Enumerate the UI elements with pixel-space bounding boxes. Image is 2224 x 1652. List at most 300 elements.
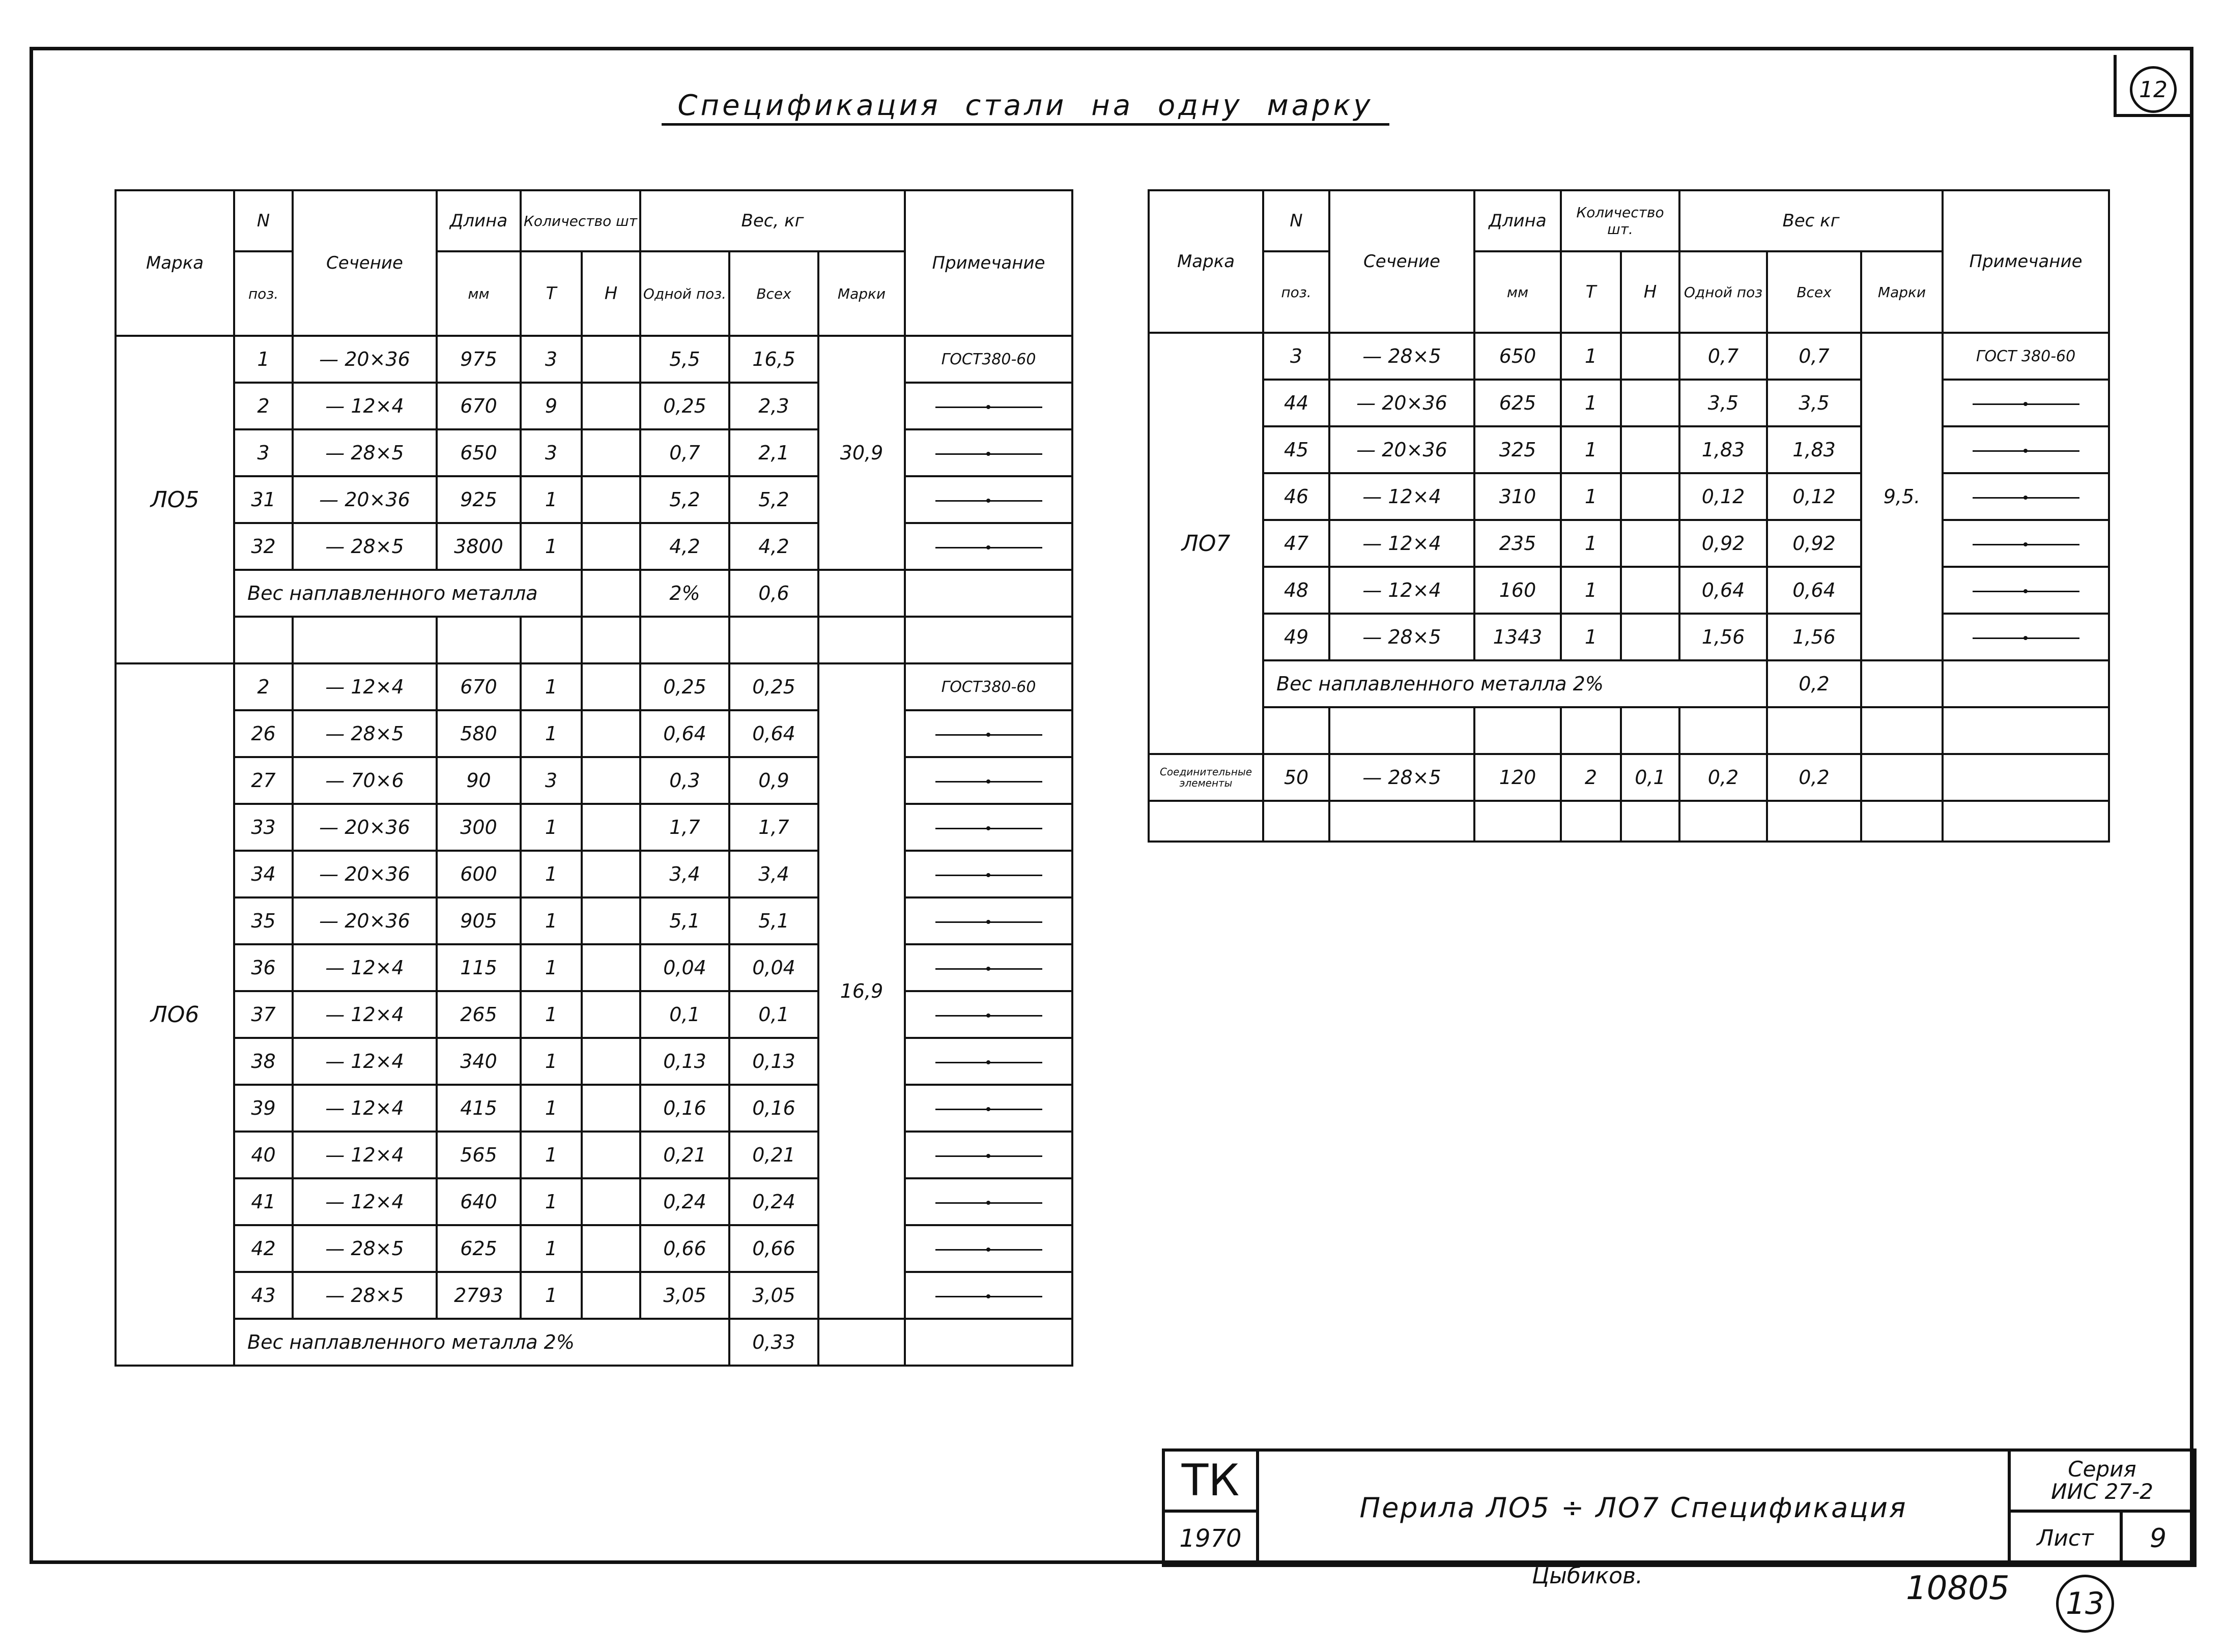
cell-weight-all: 4,2 (729, 523, 818, 570)
empty-cell (1149, 801, 1263, 842)
cell-length: 325 (1474, 426, 1561, 473)
series-value: ИИС 27-2 (2051, 1479, 2153, 1504)
title-block-series (2009, 1450, 2195, 1511)
cell-qty-h (582, 851, 640, 897)
signature-line (1695, 1564, 1929, 1567)
cell-weight-one: 5,1 (640, 897, 729, 944)
table-row (1149, 380, 2109, 426)
weld-empty (818, 570, 905, 617)
weld-row (116, 1319, 1072, 1366)
cell-pos: 40 (234, 1132, 293, 1178)
cell-section: — 28×5 (293, 710, 437, 757)
cell-qty-h (582, 944, 640, 991)
cell-length: 580 (437, 710, 521, 757)
table-row (1149, 426, 2109, 473)
cell-note-ditto (905, 710, 1072, 757)
ditto-mark (1973, 591, 2079, 592)
cell-pos: 33 (234, 804, 293, 851)
cell-length: 235 (1474, 520, 1561, 567)
cell-weight-one: 0,04 (640, 944, 729, 991)
cell-length: 905 (437, 897, 521, 944)
table-row (116, 897, 1072, 944)
cell-weight-all: 0,2 (1767, 754, 1861, 801)
title-block (1162, 1448, 2197, 1567)
cell-section: — 28×5 (1329, 754, 1474, 801)
cell-section: — 28×5 (293, 429, 437, 476)
cell-note-ditto (905, 429, 1072, 476)
cell-note: ГОСТ380-60 (905, 336, 1072, 383)
cell-section: — 12×4 (293, 663, 437, 710)
cell-length: 670 (437, 663, 521, 710)
weld-label: Вес наплавленного металла (234, 570, 582, 617)
cell-qty-t: 1 (521, 523, 582, 570)
cell-qty-h (582, 1272, 640, 1319)
ditto-mark (935, 547, 1042, 548)
cell-note-ditto (1943, 614, 2109, 660)
empty-cell (1621, 707, 1679, 754)
ditto-mark (1973, 403, 2079, 405)
header-one: Одной поз. (640, 251, 729, 336)
cell-note-ditto (905, 991, 1072, 1038)
cell-weight-all: 0,92 (1767, 520, 1861, 567)
header-note: Примечание (905, 190, 1072, 336)
cell-pos: 45 (1263, 426, 1329, 473)
cell-qty-t: 3 (521, 336, 582, 383)
cell-qty-t: 1 (1561, 520, 1621, 567)
cell-note-ditto (905, 897, 1072, 944)
cell-weight-one: 5,2 (640, 476, 729, 523)
cell-qty-h (582, 1085, 640, 1132)
header-h: Н (1621, 251, 1679, 333)
cell-weight-one: 1,56 (1679, 614, 1767, 660)
title-block-org: ТК (1163, 1450, 1258, 1511)
table-row (116, 710, 1072, 757)
cell-qty-t: 1 (521, 663, 582, 710)
cell-length: 1343 (1474, 614, 1561, 660)
cell-length: 2793 (437, 1272, 521, 1319)
cell-note-ditto (905, 1178, 1072, 1225)
empty-cell (1679, 801, 1767, 842)
cell-note-ditto (905, 476, 1072, 523)
cell-weight-one: 3,05 (640, 1272, 729, 1319)
weld-label: Вес наплавленного металла 2% (234, 1319, 729, 1366)
cell-pos: 3 (234, 429, 293, 476)
header-h: Н (582, 251, 640, 336)
header-section: Сечение (293, 190, 437, 336)
cell-qty-t: 1 (521, 851, 582, 897)
cell-length: 310 (1474, 473, 1561, 520)
cell-qty-t: 1 (521, 897, 582, 944)
cell-qty-t: 1 (521, 804, 582, 851)
cell-pos: 27 (234, 757, 293, 804)
connecting-row (1149, 754, 2109, 801)
cell-qty-h (582, 991, 640, 1038)
cell-note-ditto (905, 851, 1072, 897)
cell-pos: 38 (234, 1038, 293, 1085)
ditto-mark (935, 1155, 1042, 1157)
cell-section: — 12×4 (293, 1132, 437, 1178)
weld-percent: 2% (640, 570, 729, 617)
table-row (116, 804, 1072, 851)
ditto-mark (935, 500, 1042, 502)
cell-section: — 12×4 (1329, 520, 1474, 567)
cell-section: — 28×5 (293, 1272, 437, 1319)
cell-section: — 20×36 (293, 897, 437, 944)
header-t: Т (1561, 251, 1621, 333)
empty-cell (293, 617, 437, 663)
cell-pos: 3 (1263, 333, 1329, 380)
cell-weight-one: 0,66 (640, 1225, 729, 1272)
cell-note-ditto (905, 383, 1072, 429)
table-row (116, 383, 1072, 429)
cell-length: 670 (437, 383, 521, 429)
cell-weight-mark: 9,5. (1861, 333, 1943, 660)
cell-weight-all: 0,16 (729, 1085, 818, 1132)
cell-weight-one: 0,25 (640, 383, 729, 429)
empty-cell (1621, 801, 1679, 842)
header-note: Примечание (1943, 190, 2109, 333)
cell-section: — 12×4 (293, 383, 437, 429)
cell-weight-all: 0,21 (729, 1132, 818, 1178)
cell-qty-t: 1 (1561, 567, 1621, 614)
ditto-mark (935, 1015, 1042, 1017)
cell-pos: 2 (234, 383, 293, 429)
cell-qty-h (582, 757, 640, 804)
cell-note-ditto (1943, 520, 2109, 567)
empty-cell (1861, 801, 1943, 842)
cell-weight-one: 0,12 (1679, 473, 1767, 520)
cell-qty-t: 1 (1561, 333, 1621, 380)
table-row (1149, 333, 2109, 380)
empty-cell (1943, 707, 2109, 754)
cell-weight-one: 0,7 (1679, 333, 1767, 380)
table-row (116, 1225, 1072, 1272)
header-t: Т (521, 251, 582, 336)
weld-empty (905, 1319, 1072, 1366)
table-row (1149, 614, 2109, 660)
cell-note-ditto (1943, 567, 2109, 614)
header-quantity: Количество шт. (1561, 190, 1679, 251)
empty-cell (1561, 801, 1621, 842)
header-mm: мм (437, 251, 521, 336)
table-row (116, 1178, 1072, 1225)
cell-weight-one: 0,13 (640, 1038, 729, 1085)
cell-qty-t: 3 (521, 757, 582, 804)
weld-label: Вес наплавленного металла 2% (1263, 660, 1767, 707)
empty-cell (1474, 707, 1561, 754)
cell-qty-h (582, 1178, 640, 1225)
cell-section: — 12×4 (293, 944, 437, 991)
empty-cell (1329, 801, 1474, 842)
cell-pos: 46 (1263, 473, 1329, 520)
cell-qty-t: 1 (1561, 380, 1621, 426)
empty-cell (1679, 707, 1767, 754)
ditto-mark (1973, 637, 2079, 639)
cell-weight-all: 0,9 (729, 757, 818, 804)
cell-weight-all: 3,05 (729, 1272, 818, 1319)
cell-note: ГОСТ380-60 (905, 663, 1072, 710)
weld-empty (1861, 660, 1943, 707)
empty-cell (729, 617, 818, 663)
cell-mark: ЛО5 (116, 336, 234, 663)
cell-qty-h (582, 383, 640, 429)
header-length: Длина (1474, 190, 1561, 251)
cell-section: — 12×4 (293, 1085, 437, 1132)
table-row (116, 476, 1072, 523)
cell-weight-one: 0,2 (1679, 754, 1767, 801)
empty-cell (640, 617, 729, 663)
empty-cell (1474, 801, 1561, 842)
cell-weight-one: 0,24 (640, 1178, 729, 1225)
cell-pos: 44 (1263, 380, 1329, 426)
header-marki: Марки (1861, 251, 1943, 333)
ditto-mark (935, 875, 1042, 876)
cell-pos: 36 (234, 944, 293, 991)
title-block-description: Перила ЛО5 ÷ ЛО7 Спецификация (1258, 1450, 2009, 1566)
cell-section: — 20×36 (293, 851, 437, 897)
cell-qty-t: 1 (1561, 473, 1621, 520)
connecting-label: Соединительные элементы (1149, 754, 1263, 801)
cell-weight-one: 0,92 (1679, 520, 1767, 567)
cell-section: — 12×4 (1329, 567, 1474, 614)
ditto-mark (935, 407, 1042, 408)
cell-weight-one: 0,64 (1679, 567, 1767, 614)
cell-weight-one: 0,7 (640, 429, 729, 476)
cell-qty-h (582, 1225, 640, 1272)
cell-length: 640 (437, 1178, 521, 1225)
cell-length: 600 (437, 851, 521, 897)
cell-qty-h (582, 1132, 640, 1178)
cell-mark: ЛО6 (116, 663, 234, 1366)
header-one: Одной поз (1679, 251, 1767, 333)
cell-weight-all: 0,1 (729, 991, 818, 1038)
weld-value: 0,6 (729, 570, 818, 617)
ditto-mark (935, 734, 1042, 736)
cell-note-ditto (905, 757, 1072, 804)
sheet-label: Лист (2009, 1511, 2121, 1566)
cell-section: — 20×36 (293, 804, 437, 851)
cell-weight-all: 16,5 (729, 336, 818, 383)
empty-cell (1767, 801, 1861, 842)
cell-length: 115 (437, 944, 521, 991)
cell-length: 415 (437, 1085, 521, 1132)
cell-weight-all: 5,1 (729, 897, 818, 944)
weld-empty (582, 570, 640, 617)
cell-qty-t: 1 (521, 1132, 582, 1178)
cell-qty-t: 1 (521, 944, 582, 991)
cell-qty-t: 1 (1561, 614, 1621, 660)
cell-qty-h (582, 523, 640, 570)
cell-weight-one: 1,7 (640, 804, 729, 851)
spec-table-right (1148, 189, 2110, 843)
page-number-bottom: 13 (2056, 1575, 2114, 1633)
ditto-mark (1973, 497, 2079, 499)
header-weight: Вес, кг (640, 190, 905, 251)
cell-qty-t: 1 (521, 1038, 582, 1085)
empty-row (116, 617, 1072, 663)
cell-qty-h: 0,1 (1621, 754, 1679, 801)
cell-weight-all: 0,13 (729, 1038, 818, 1085)
cell-qty-h (582, 336, 640, 383)
header-marka: Марка (116, 190, 234, 336)
weld-empty (1943, 660, 2109, 707)
weld-value: 0,2 (1767, 660, 1861, 707)
cell-note-ditto (905, 523, 1072, 570)
cell-section: — 28×5 (293, 1225, 437, 1272)
empty-cell (437, 617, 521, 663)
ditto-mark (935, 921, 1042, 923)
cell-section: — 12×4 (293, 1178, 437, 1225)
cell-weight-all: 0,24 (729, 1178, 818, 1225)
cell-weight-one: 0,3 (640, 757, 729, 804)
cell-length: 565 (437, 1132, 521, 1178)
table-row (1149, 520, 2109, 567)
cell-qty-h (582, 476, 640, 523)
table-row (116, 336, 1072, 383)
sheet-number-top: 12 (2130, 66, 2177, 113)
sheet-value: 9 (2121, 1511, 2195, 1566)
table-row (116, 851, 1072, 897)
empty-cell (1861, 754, 1943, 801)
cell-note-ditto (905, 1272, 1072, 1319)
empty-cell (1767, 707, 1861, 754)
cell-section: — 28×5 (293, 523, 437, 570)
cell-weight-one: 3,4 (640, 851, 729, 897)
archive-number: 10805 (1906, 1570, 2010, 1607)
cell-weight-all: 0,25 (729, 663, 818, 710)
header-poz: поз. (1263, 251, 1329, 333)
cell-section: — 20×36 (293, 336, 437, 383)
cell-qty-h (582, 710, 640, 757)
header-weight: Вес кг (1679, 190, 1943, 251)
empty-cell (1329, 707, 1474, 754)
header-all: Всех (1767, 251, 1861, 333)
cell-length: 625 (437, 1225, 521, 1272)
weld-row (116, 570, 1072, 617)
cell-weight-one: 0,16 (640, 1085, 729, 1132)
cell-qty-h (1621, 473, 1679, 520)
table-row (116, 1038, 1072, 1085)
empty-cell (1861, 707, 1943, 754)
spec-table-left (115, 189, 1073, 1367)
header-poz: поз. (234, 251, 293, 336)
cell-pos: 42 (234, 1225, 293, 1272)
table-row (116, 429, 1072, 476)
cell-weight-one: 5,5 (640, 336, 729, 383)
header-n: N (234, 190, 293, 251)
table-row (116, 523, 1072, 570)
cell-weight-all: 5,2 (729, 476, 818, 523)
table-row (116, 944, 1072, 991)
empty-cell (1561, 707, 1621, 754)
empty-row (1149, 801, 2109, 842)
empty-cell (1263, 801, 1329, 842)
empty-cell (521, 617, 582, 663)
weld-empty (905, 570, 1072, 617)
table-row (1149, 567, 2109, 614)
cell-note-ditto (1943, 473, 2109, 520)
header-all: Всех (729, 251, 818, 336)
cell-note-ditto (905, 944, 1072, 991)
cell-qty-t: 3 (521, 429, 582, 476)
cell-qty-h (1621, 380, 1679, 426)
cell-weight-all: 0,04 (729, 944, 818, 991)
cell-weight-all: 0,12 (1767, 473, 1861, 520)
cell-pos: 49 (1263, 614, 1329, 660)
cell-pos: 47 (1263, 520, 1329, 567)
cell-weight-one: 0,25 (640, 663, 729, 710)
cell-weight-all: 2,1 (729, 429, 818, 476)
cell-length: 650 (437, 429, 521, 476)
cell-qty-t: 9 (521, 383, 582, 429)
cell-length: 160 (1474, 567, 1561, 614)
cell-section: — 12×4 (293, 1038, 437, 1085)
cell-weight-all: 2,3 (729, 383, 818, 429)
table-row (116, 663, 1072, 710)
cell-qty-t: 1 (521, 476, 582, 523)
cell-qty-t: 1 (521, 1178, 582, 1225)
cell-length: 300 (437, 804, 521, 851)
cell-weight-all: 0,7 (1767, 333, 1861, 380)
header-quantity: Количество шт (521, 190, 640, 251)
cell-qty-h (1621, 520, 1679, 567)
cell-qty-h (582, 897, 640, 944)
cell-weight-one: 0,21 (640, 1132, 729, 1178)
ditto-mark (1973, 450, 2079, 452)
cell-length: 625 (1474, 380, 1561, 426)
cell-qty-h (582, 663, 640, 710)
cell-qty-t: 1 (521, 991, 582, 1038)
cell-length: 120 (1474, 754, 1561, 801)
cell-length: 340 (437, 1038, 521, 1085)
cell-pos: 43 (234, 1272, 293, 1319)
cell-qty-t: 1 (521, 710, 582, 757)
ditto-mark (935, 781, 1042, 782)
cell-weight-one: 0,1 (640, 991, 729, 1038)
weld-empty (818, 1319, 905, 1366)
cell-weight-all: 3,4 (729, 851, 818, 897)
cell-section: — 70×6 (293, 757, 437, 804)
cell-pos: 50 (1263, 754, 1329, 801)
header-marka: Марка (1149, 190, 1263, 333)
empty-cell (1943, 801, 2109, 842)
ditto-mark (935, 1249, 1042, 1251)
ditto-mark (935, 1202, 1042, 1204)
header-mm: мм (1474, 251, 1561, 333)
table-row (116, 1132, 1072, 1178)
cell-qty-t: 2 (1561, 754, 1621, 801)
cell-weight-one: 1,83 (1679, 426, 1767, 473)
cell-qty-t: 1 (521, 1225, 582, 1272)
signature: Цыбиков. (1532, 1563, 1643, 1589)
cell-qty-t: 1 (1561, 426, 1621, 473)
series-label: Серия (2068, 1457, 2136, 1482)
cell-note-ditto (1943, 380, 2109, 426)
cell-note-ditto (905, 1038, 1072, 1085)
cell-pos: 35 (234, 897, 293, 944)
table-row (1149, 473, 2109, 520)
cell-pos: 31 (234, 476, 293, 523)
title-block-year: 1970 (1163, 1511, 1258, 1566)
cell-weight-all: 1,56 (1767, 614, 1861, 660)
cell-pos: 26 (234, 710, 293, 757)
cell-section: — 20×36 (293, 476, 437, 523)
cell-weight-all: 3,5 (1767, 380, 1861, 426)
cell-weight-all: 1,83 (1767, 426, 1861, 473)
cell-weight-mark: 30,9 (818, 336, 905, 570)
weld-value: 0,33 (729, 1319, 818, 1366)
weld-row (1149, 660, 2109, 707)
